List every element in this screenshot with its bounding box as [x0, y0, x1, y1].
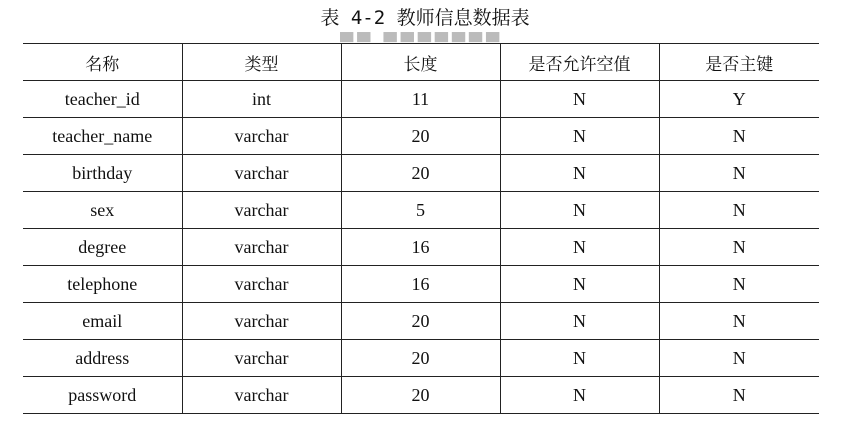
cell-length: 5 — [341, 192, 500, 229]
cell-nullable: N — [500, 229, 659, 266]
cell-primary-key: N — [659, 377, 819, 414]
cell-primary-key: N — [659, 266, 819, 303]
cell-name: degree — [23, 229, 182, 266]
table-row — [23, 340, 819, 377]
cell-name: teacher_id — [23, 81, 182, 118]
cell-length: 20 — [341, 340, 500, 377]
cell-primary-key: N — [659, 340, 819, 377]
cell-type: varchar — [182, 192, 341, 229]
table-row — [23, 192, 819, 229]
cell-name: sex — [23, 192, 182, 229]
cell-nullable: N — [500, 377, 659, 414]
cell-primary-key: N — [659, 303, 819, 340]
cell-nullable: N — [500, 340, 659, 377]
cell-length: 20 — [341, 303, 500, 340]
cell-name: birthday — [23, 155, 182, 192]
cell-type: varchar — [182, 229, 341, 266]
cell-nullable: N — [500, 81, 659, 118]
table-body — [23, 81, 819, 414]
cell-type: varchar — [182, 377, 341, 414]
cell-type: varchar — [182, 266, 341, 303]
header-cell-name: 名称 — [23, 44, 182, 81]
cell-name: password — [23, 377, 182, 414]
cell-name: telephone — [23, 266, 182, 303]
cell-name: teacher_name — [23, 118, 182, 155]
header-cell-primary-key: 是否主键 — [659, 44, 819, 81]
cell-type: int — [182, 81, 341, 118]
cell-length: 16 — [341, 266, 500, 303]
table-row — [23, 229, 819, 266]
cell-name: address — [23, 340, 182, 377]
table-row — [23, 377, 819, 414]
cell-nullable: N — [500, 192, 659, 229]
header-cell-nullable: 是否允许空值 — [500, 44, 659, 81]
table-caption: 表 4-2 教师信息数据表 — [320, 7, 530, 29]
cell-primary-key: N — [659, 155, 819, 192]
table-row — [23, 155, 819, 192]
header-cell-type: 类型 — [182, 44, 341, 81]
cell-type: varchar — [182, 303, 341, 340]
cell-nullable: N — [500, 266, 659, 303]
cell-length: 20 — [341, 155, 500, 192]
table-row — [23, 303, 819, 340]
caption-ghost-artifact: ▀▀ ▀▀▀▀▀▀▀ — [340, 33, 504, 43]
table-row — [23, 81, 819, 118]
cell-length: 16 — [341, 229, 500, 266]
cell-primary-key: Y — [659, 81, 819, 118]
cell-nullable: N — [500, 155, 659, 192]
cell-name: email — [23, 303, 182, 340]
header-row — [23, 44, 819, 81]
cell-length: 11 — [341, 81, 500, 118]
cell-nullable: N — [500, 118, 659, 155]
header-cell-length: 长度 — [341, 44, 500, 81]
cell-length: 20 — [341, 118, 500, 155]
cell-length: 20 — [341, 377, 500, 414]
cell-primary-key: N — [659, 118, 819, 155]
cell-primary-key: N — [659, 192, 819, 229]
cell-primary-key: N — [659, 229, 819, 266]
cell-type: varchar — [182, 340, 341, 377]
cell-nullable: N — [500, 303, 659, 340]
teacher-info-table — [23, 43, 819, 414]
cell-type: varchar — [182, 118, 341, 155]
table-row — [23, 118, 819, 155]
cell-type: varchar — [182, 155, 341, 192]
table-row — [23, 266, 819, 303]
